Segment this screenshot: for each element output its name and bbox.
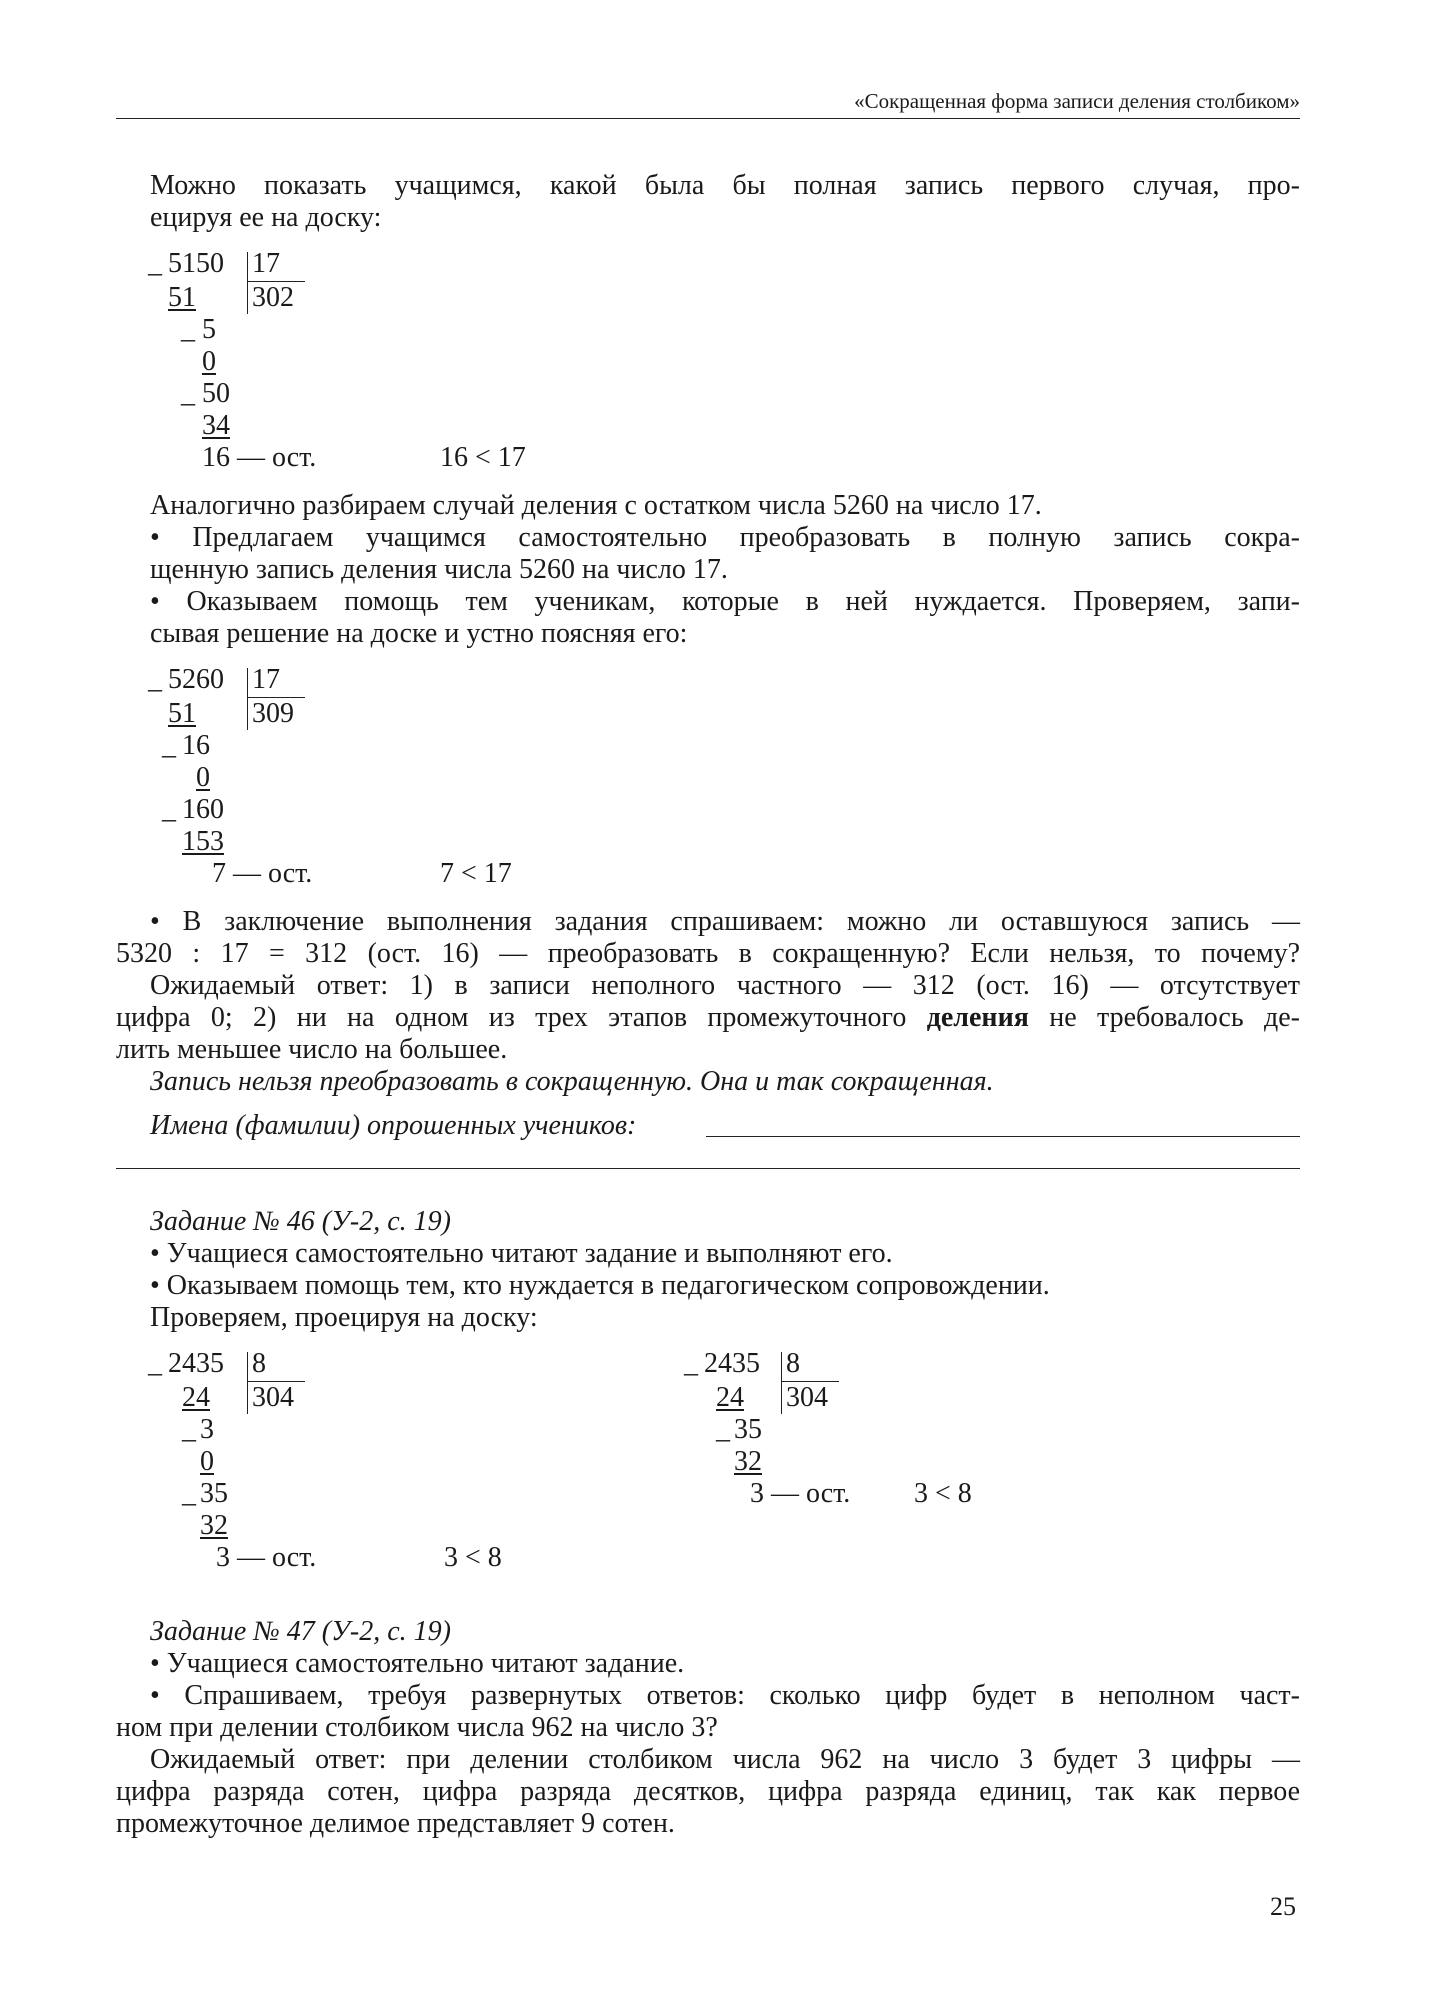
remainder-check: 3 < 8 [914,1478,972,1509]
conclusion-line-3: Ожидаемый ответ: 1) в записи неполного частного — 312 (ост. 16) — отсутствует [150,970,1300,1001]
remainder: 16 — ост. [202,442,317,473]
dividend: 2435 [704,1348,760,1379]
step-value: 3 [200,1414,214,1445]
remainder-check: 3 < 8 [444,1542,502,1573]
task-47-title: Задание № 47 (У-2, с. 19) [150,1616,451,1647]
divisor: 8 [252,1348,266,1379]
step-product: 34 [202,410,230,441]
conclusion-text: цифра 0; 2) ни на одном из трех этапов промежуточного [116,1002,927,1033]
minus-sign: _ [162,794,176,825]
conclusion-line-1: • В заключение выполнения задания спрашиваем: можно ли оставшуюся запись — [150,906,1300,937]
conclusion-line-5: лить меньшее число на большее. [116,1034,508,1065]
step-value: 35 [734,1414,762,1445]
remainder: 3 — ост. [750,1478,851,1509]
step-product: 51 [168,698,196,729]
step-product: 0 [202,346,216,377]
task-46-line-1: • Учащиеся самостоятельно читают задание и выполняют его. [150,1238,893,1269]
step-value: 35 [200,1478,228,1509]
task-47-line-2: • Спрашиваем, требуя развернутых ответов: сколько цифр будет в неполном част- [150,1680,1300,1711]
names-fill-line [706,1136,1300,1137]
dividend: 2435 [168,1348,224,1379]
names-fill-line-2 [116,1168,1300,1169]
running-header-title: «Сокращенная форма записи деления столбиком» [854,89,1300,113]
step-product: 32 [734,1446,762,1477]
step-value: 5 [202,314,216,345]
step-product: 0 [196,762,210,793]
division-bar [247,252,248,314]
analog-line-1: Аналогично разбираем случай деления с остатком числа 5260 на число 17. [150,490,1042,521]
task-47-line-1: • Учащиеся самостоятельно читают задание. [150,1648,685,1679]
task-47-line-6: промежуточное делимое представляет 9 сотен. [116,1808,675,1839]
division-bar [247,1352,248,1414]
step-value: 160 [182,794,224,825]
remainder-check: 7 < 17 [440,858,512,889]
quotient: 304 [252,1382,294,1413]
step-product: 51 [168,282,196,313]
analog-line-4: • Оказываем помощь тем ученикам, которые в ней нуждается. Проверяем, запи- [150,586,1300,617]
division-bar [781,1352,782,1414]
analog-line-5: сывая решение на доске и устно поясняя его: [150,618,688,649]
minus-sign: _ [148,1348,162,1379]
division-bar [247,668,248,730]
analog-line-2: • Предлагаем учащимся самостоятельно преобразовать в полную запись сокра- [150,522,1300,553]
minus-sign: _ [182,1414,196,1445]
quotient: 309 [252,698,294,729]
remainder-check: 16 < 17 [440,442,526,473]
task-46-title: Задание № 46 (У-2, с. 19) [150,1206,451,1237]
intro-line-2: ецируя ее на доску: [150,202,382,233]
running-header [116,88,1300,119]
task-47-line-3: ном при делении столбиком числа 962 на число 3? [116,1712,718,1743]
step-product: 32 [200,1510,228,1541]
intro-line-1: Можно показать учащимся, какой была бы полная запись первого случая, про- [150,170,1300,201]
task-47-line-5: цифра разряда сотен, цифра разряда десятков, цифра разряда единиц, так как первое [116,1776,1300,1807]
analog-line-3: щенную запись деления числа 5260 на число 17. [150,554,728,585]
step-product: 24 [182,1382,210,1413]
minus-sign: _ [148,248,162,279]
minus-sign: _ [162,730,176,761]
task-46-line-3: Проверяем, проецируя на доску: [150,1302,538,1333]
step-product: 24 [716,1382,744,1413]
task-47-line-4: Ожидаемый ответ: при делении столбиком числа 962 на число 3 будет 3 цифры — [150,1744,1300,1775]
step-value: 50 [202,378,230,409]
students-names-label: Имена (фамилии) опрошенных учеников: [150,1110,637,1141]
step-value: 16 [182,730,210,761]
quotient: 304 [786,1382,828,1413]
remainder: 7 — ост. [212,858,313,889]
step-product: 153 [182,826,224,857]
remainder: 3 — ост. [216,1542,317,1573]
dividend: 5260 [168,664,224,695]
quotient: 302 [252,282,294,313]
divisor: 17 [252,664,280,695]
task-46-line-2: • Оказываем помощь тем, кто нуждается в педагогическом сопровождении. [150,1270,1050,1301]
minus-sign: _ [181,314,195,345]
conclusion-text: не требовалось де- [1028,1002,1300,1033]
minus-sign: _ [684,1348,698,1379]
conclusion-line-4 [116,1002,1300,1034]
conclusion-line-2: 5320 : 17 = 312 (ост. 16) — преобразовать в сокращенную? Если нельзя, то почему? [116,938,1300,969]
minus-sign: _ [181,378,195,409]
page-number: 25 [1270,1892,1296,1921]
conclusion-italic-answer: Запись нельзя преобразовать в сокращенную. Она и так сокращенная. [150,1066,994,1097]
divisor: 17 [252,248,280,279]
minus-sign: _ [716,1414,730,1445]
conclusion-bold-word: деления [926,1002,1029,1033]
divisor: 8 [786,1348,800,1379]
step-product: 0 [200,1446,214,1477]
minus-sign: _ [182,1478,196,1509]
minus-sign: _ [148,664,162,695]
dividend: 5150 [168,248,224,279]
